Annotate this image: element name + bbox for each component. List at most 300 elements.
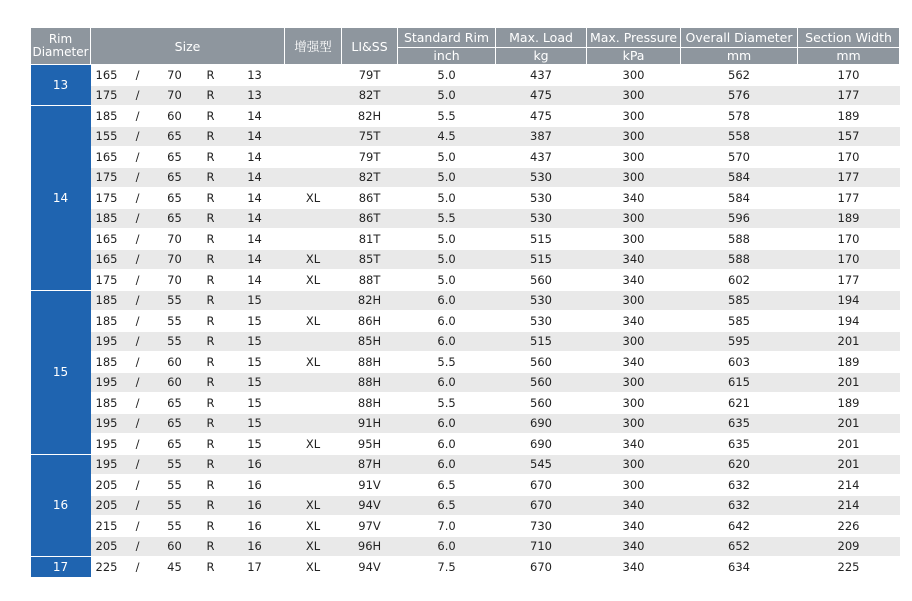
cell-rim-size: 14 xyxy=(225,106,285,127)
cell-reinforced xyxy=(285,413,342,434)
cell-load-speed-index: 86T xyxy=(342,208,398,229)
cell-width: 195 xyxy=(91,413,123,434)
cell-standard-rim: 6.5 xyxy=(398,475,496,496)
cell-width: 195 xyxy=(91,331,123,352)
cell-standard-rim: 6.0 xyxy=(398,290,496,311)
cell-max-pressure: 340 xyxy=(587,352,681,373)
cell-construction: R xyxy=(197,331,225,352)
cell-overall-diameter: 632 xyxy=(681,475,798,496)
cell-aspect-ratio: 65 xyxy=(153,147,197,168)
cell-overall-diameter: 576 xyxy=(681,85,798,106)
header-section-width: Section Width xyxy=(798,28,900,48)
cell-reinforced xyxy=(285,65,342,86)
table-body xyxy=(31,65,900,578)
cell-reinforced xyxy=(285,208,342,229)
cell-load-speed-index: 79T xyxy=(342,65,398,86)
cell-rim-size: 16 xyxy=(225,454,285,475)
cell-separator: / xyxy=(123,372,153,393)
cell-aspect-ratio: 60 xyxy=(153,352,197,373)
cell-section-width: 189 xyxy=(798,393,900,414)
cell-overall-diameter: 603 xyxy=(681,352,798,373)
cell-rim-diameter: 17 xyxy=(31,557,91,578)
cell-load-speed-index: 86T xyxy=(342,188,398,209)
cell-load-speed-index: 82T xyxy=(342,85,398,106)
cell-construction: R xyxy=(197,147,225,168)
cell-reinforced xyxy=(285,290,342,311)
cell-reinforced xyxy=(285,147,342,168)
cell-max-load: 530 xyxy=(496,167,587,188)
table-row xyxy=(31,372,900,393)
table-row xyxy=(31,495,900,516)
cell-overall-diameter: 585 xyxy=(681,290,798,311)
cell-overall-diameter: 642 xyxy=(681,516,798,537)
cell-separator: / xyxy=(123,331,153,352)
cell-standard-rim: 4.5 xyxy=(398,126,496,147)
cell-reinforced: XL xyxy=(285,352,342,373)
cell-section-width: 170 xyxy=(798,249,900,270)
cell-separator: / xyxy=(123,167,153,188)
cell-separator: / xyxy=(123,454,153,475)
cell-overall-diameter: 615 xyxy=(681,372,798,393)
cell-construction: R xyxy=(197,208,225,229)
cell-separator: / xyxy=(123,495,153,516)
table-row xyxy=(31,557,900,578)
cell-max-pressure: 300 xyxy=(587,126,681,147)
cell-rim-diameter: 15 xyxy=(31,290,91,454)
cell-width: 175 xyxy=(91,167,123,188)
cell-reinforced xyxy=(285,331,342,352)
cell-width: 185 xyxy=(91,290,123,311)
cell-rim-size: 15 xyxy=(225,311,285,332)
cell-overall-diameter: 602 xyxy=(681,270,798,291)
cell-max-pressure: 340 xyxy=(587,311,681,332)
cell-rim-size: 13 xyxy=(225,65,285,86)
cell-section-width: 214 xyxy=(798,475,900,496)
cell-max-load: 545 xyxy=(496,454,587,475)
cell-aspect-ratio: 65 xyxy=(153,208,197,229)
cell-reinforced: XL xyxy=(285,557,342,578)
table-row xyxy=(31,126,900,147)
cell-load-speed-index: 79T xyxy=(342,147,398,168)
cell-load-speed-index: 88H xyxy=(342,352,398,373)
cell-separator: / xyxy=(123,229,153,250)
cell-separator: / xyxy=(123,65,153,86)
cell-section-width: 201 xyxy=(798,454,900,475)
cell-construction: R xyxy=(197,106,225,127)
table-row xyxy=(31,475,900,496)
cell-section-width: 189 xyxy=(798,106,900,127)
cell-separator: / xyxy=(123,516,153,537)
cell-max-pressure: 340 xyxy=(587,249,681,270)
cell-construction: R xyxy=(197,249,225,270)
cell-overall-diameter: 570 xyxy=(681,147,798,168)
cell-construction: R xyxy=(197,372,225,393)
cell-rim-size: 16 xyxy=(225,495,285,516)
cell-reinforced xyxy=(285,372,342,393)
cell-construction: R xyxy=(197,188,225,209)
cell-reinforced xyxy=(285,167,342,188)
cell-rim-size: 14 xyxy=(225,147,285,168)
cell-max-pressure: 340 xyxy=(587,557,681,578)
table-row xyxy=(31,290,900,311)
cell-max-load: 670 xyxy=(496,475,587,496)
cell-section-width: 157 xyxy=(798,126,900,147)
cell-reinforced xyxy=(285,454,342,475)
cell-max-pressure: 300 xyxy=(587,208,681,229)
cell-aspect-ratio: 65 xyxy=(153,434,197,455)
cell-aspect-ratio: 70 xyxy=(153,270,197,291)
cell-construction: R xyxy=(197,536,225,557)
cell-rim-size: 15 xyxy=(225,290,285,311)
cell-max-load: 437 xyxy=(496,147,587,168)
cell-width: 225 xyxy=(91,557,123,578)
table-row xyxy=(31,229,900,250)
cell-aspect-ratio: 55 xyxy=(153,516,197,537)
cell-overall-diameter: 584 xyxy=(681,167,798,188)
cell-rim-size: 14 xyxy=(225,270,285,291)
cell-standard-rim: 6.0 xyxy=(398,454,496,475)
cell-separator: / xyxy=(123,557,153,578)
cell-load-speed-index: 75T xyxy=(342,126,398,147)
cell-load-speed-index: 88T xyxy=(342,270,398,291)
cell-standard-rim: 6.0 xyxy=(398,372,496,393)
cell-width: 205 xyxy=(91,475,123,496)
cell-max-pressure: 300 xyxy=(587,454,681,475)
cell-max-load: 515 xyxy=(496,331,587,352)
cell-max-load: 710 xyxy=(496,536,587,557)
cell-reinforced xyxy=(285,229,342,250)
cell-max-pressure: 340 xyxy=(587,495,681,516)
cell-standard-rim: 6.0 xyxy=(398,413,496,434)
cell-separator: / xyxy=(123,434,153,455)
tire-spec-table-container xyxy=(30,27,900,578)
header-liss: LI&SS xyxy=(342,28,398,65)
cell-standard-rim: 5.5 xyxy=(398,208,496,229)
cell-overall-diameter: 558 xyxy=(681,126,798,147)
cell-aspect-ratio: 60 xyxy=(153,106,197,127)
cell-rim-size: 14 xyxy=(225,188,285,209)
cell-aspect-ratio: 65 xyxy=(153,126,197,147)
cell-separator: / xyxy=(123,208,153,229)
cell-separator: / xyxy=(123,249,153,270)
cell-overall-diameter: 578 xyxy=(681,106,798,127)
cell-width: 185 xyxy=(91,208,123,229)
cell-aspect-ratio: 60 xyxy=(153,372,197,393)
cell-standard-rim: 5.0 xyxy=(398,85,496,106)
unit-section-width: mm xyxy=(798,47,900,64)
cell-aspect-ratio: 55 xyxy=(153,495,197,516)
cell-section-width: 177 xyxy=(798,85,900,106)
cell-max-load: 437 xyxy=(496,65,587,86)
cell-standard-rim: 5.5 xyxy=(398,106,496,127)
cell-max-load: 560 xyxy=(496,393,587,414)
table-row xyxy=(31,434,900,455)
unit-standard-rim: inch xyxy=(398,47,496,64)
cell-reinforced: XL xyxy=(285,434,342,455)
table-row xyxy=(31,147,900,168)
cell-rim-size: 14 xyxy=(225,249,285,270)
cell-rim-size: 15 xyxy=(225,331,285,352)
cell-aspect-ratio: 55 xyxy=(153,331,197,352)
cell-section-width: 170 xyxy=(798,65,900,86)
cell-section-width: 194 xyxy=(798,290,900,311)
table-row xyxy=(31,270,900,291)
cell-reinforced xyxy=(285,393,342,414)
cell-reinforced xyxy=(285,106,342,127)
cell-load-speed-index: 96H xyxy=(342,536,398,557)
cell-aspect-ratio: 70 xyxy=(153,249,197,270)
table-row xyxy=(31,249,900,270)
cell-separator: / xyxy=(123,147,153,168)
cell-width: 195 xyxy=(91,372,123,393)
cell-max-load: 475 xyxy=(496,85,587,106)
cell-load-speed-index: 94V xyxy=(342,495,398,516)
cell-standard-rim: 5.0 xyxy=(398,167,496,188)
cell-section-width: 225 xyxy=(798,557,900,578)
cell-standard-rim: 5.5 xyxy=(398,393,496,414)
cell-width: 205 xyxy=(91,536,123,557)
cell-separator: / xyxy=(123,85,153,106)
cell-reinforced: XL xyxy=(285,516,342,537)
cell-max-load: 560 xyxy=(496,372,587,393)
cell-reinforced xyxy=(285,85,342,106)
cell-aspect-ratio: 55 xyxy=(153,475,197,496)
cell-width: 175 xyxy=(91,270,123,291)
cell-standard-rim: 6.0 xyxy=(398,311,496,332)
cell-standard-rim: 5.0 xyxy=(398,270,496,291)
cell-standard-rim: 5.0 xyxy=(398,65,496,86)
cell-construction: R xyxy=(197,516,225,537)
cell-width: 175 xyxy=(91,188,123,209)
cell-max-load: 530 xyxy=(496,311,587,332)
cell-reinforced: XL xyxy=(285,536,342,557)
cell-rim-size: 14 xyxy=(225,208,285,229)
cell-standard-rim: 7.0 xyxy=(398,516,496,537)
cell-max-load: 670 xyxy=(496,495,587,516)
cell-load-speed-index: 82H xyxy=(342,106,398,127)
cell-overall-diameter: 652 xyxy=(681,536,798,557)
cell-rim-size: 17 xyxy=(225,557,285,578)
cell-section-width: 201 xyxy=(798,434,900,455)
table-header xyxy=(31,28,900,65)
cell-max-load: 690 xyxy=(496,434,587,455)
cell-max-pressure: 340 xyxy=(587,536,681,557)
header-max-load: Max. Load xyxy=(496,28,587,48)
cell-standard-rim: 6.0 xyxy=(398,434,496,455)
cell-width: 195 xyxy=(91,454,123,475)
cell-aspect-ratio: 65 xyxy=(153,167,197,188)
cell-max-load: 387 xyxy=(496,126,587,147)
cell-standard-rim: 6.0 xyxy=(398,331,496,352)
cell-load-speed-index: 88H xyxy=(342,393,398,414)
cell-aspect-ratio: 55 xyxy=(153,454,197,475)
cell-aspect-ratio: 45 xyxy=(153,557,197,578)
cell-section-width: 194 xyxy=(798,311,900,332)
cell-separator: / xyxy=(123,413,153,434)
cell-construction: R xyxy=(197,393,225,414)
cell-max-load: 530 xyxy=(496,208,587,229)
cell-standard-rim: 5.0 xyxy=(398,147,496,168)
table-row xyxy=(31,516,900,537)
cell-overall-diameter: 632 xyxy=(681,495,798,516)
cell-width: 185 xyxy=(91,352,123,373)
cell-aspect-ratio: 55 xyxy=(153,290,197,311)
cell-construction: R xyxy=(197,270,225,291)
cell-max-load: 690 xyxy=(496,413,587,434)
cell-overall-diameter: 634 xyxy=(681,557,798,578)
cell-section-width: 189 xyxy=(798,352,900,373)
cell-width: 165 xyxy=(91,147,123,168)
cell-construction: R xyxy=(197,290,225,311)
cell-load-speed-index: 97V xyxy=(342,516,398,537)
cell-construction: R xyxy=(197,413,225,434)
table-row xyxy=(31,167,900,188)
cell-section-width: 189 xyxy=(798,208,900,229)
cell-standard-rim: 7.5 xyxy=(398,557,496,578)
cell-rim-size: 16 xyxy=(225,536,285,557)
cell-rim-size: 14 xyxy=(225,229,285,250)
table-row xyxy=(31,188,900,209)
cell-construction: R xyxy=(197,311,225,332)
unit-max-load: kg xyxy=(496,47,587,64)
cell-rim-size: 14 xyxy=(225,167,285,188)
cell-overall-diameter: 620 xyxy=(681,454,798,475)
cell-max-pressure: 340 xyxy=(587,516,681,537)
cell-max-pressure: 300 xyxy=(587,393,681,414)
cell-section-width: 177 xyxy=(798,167,900,188)
cell-construction: R xyxy=(197,454,225,475)
cell-load-speed-index: 88H xyxy=(342,372,398,393)
cell-construction: R xyxy=(197,126,225,147)
cell-separator: / xyxy=(123,475,153,496)
cell-overall-diameter: 621 xyxy=(681,393,798,414)
cell-aspect-ratio: 70 xyxy=(153,65,197,86)
cell-aspect-ratio: 70 xyxy=(153,85,197,106)
cell-rim-size: 15 xyxy=(225,434,285,455)
cell-max-load: 475 xyxy=(496,106,587,127)
cell-load-speed-index: 85H xyxy=(342,331,398,352)
cell-max-pressure: 300 xyxy=(587,413,681,434)
cell-overall-diameter: 635 xyxy=(681,434,798,455)
cell-standard-rim: 5.0 xyxy=(398,249,496,270)
cell-separator: / xyxy=(123,536,153,557)
cell-standard-rim: 6.0 xyxy=(398,536,496,557)
cell-section-width: 214 xyxy=(798,495,900,516)
unit-max-pressure: kPa xyxy=(587,47,681,64)
cell-load-speed-index: 94V xyxy=(342,557,398,578)
cell-construction: R xyxy=(197,229,225,250)
cell-separator: / xyxy=(123,290,153,311)
table-row xyxy=(31,65,900,86)
cell-construction: R xyxy=(197,65,225,86)
cell-overall-diameter: 562 xyxy=(681,65,798,86)
cell-max-pressure: 300 xyxy=(587,167,681,188)
cell-load-speed-index: 81T xyxy=(342,229,398,250)
cell-separator: / xyxy=(123,126,153,147)
cell-separator: / xyxy=(123,106,153,127)
cell-section-width: 170 xyxy=(798,147,900,168)
cell-aspect-ratio: 60 xyxy=(153,536,197,557)
table-row xyxy=(31,311,900,332)
cell-width: 165 xyxy=(91,249,123,270)
header-max-pressure: Max. Pressure xyxy=(587,28,681,48)
cell-reinforced xyxy=(285,475,342,496)
cell-construction: R xyxy=(197,167,225,188)
cell-overall-diameter: 596 xyxy=(681,208,798,229)
header-reinforced: 增强型 xyxy=(285,28,342,65)
cell-width: 155 xyxy=(91,126,123,147)
cell-load-speed-index: 85T xyxy=(342,249,398,270)
cell-load-speed-index: 82T xyxy=(342,167,398,188)
cell-reinforced: XL xyxy=(285,311,342,332)
cell-section-width: 226 xyxy=(798,516,900,537)
cell-max-pressure: 300 xyxy=(587,65,681,86)
cell-max-pressure: 300 xyxy=(587,106,681,127)
cell-aspect-ratio: 65 xyxy=(153,188,197,209)
cell-section-width: 201 xyxy=(798,331,900,352)
header-size: Size xyxy=(91,28,285,65)
cell-separator: / xyxy=(123,311,153,332)
cell-aspect-ratio: 65 xyxy=(153,413,197,434)
cell-rim-diameter: 13 xyxy=(31,65,91,106)
cell-max-load: 515 xyxy=(496,229,587,250)
cell-max-load: 515 xyxy=(496,249,587,270)
cell-rim-size: 15 xyxy=(225,393,285,414)
cell-width: 195 xyxy=(91,434,123,455)
table-row xyxy=(31,536,900,557)
cell-load-speed-index: 86H xyxy=(342,311,398,332)
cell-reinforced: XL xyxy=(285,495,342,516)
cell-section-width: 209 xyxy=(798,536,900,557)
cell-max-pressure: 340 xyxy=(587,188,681,209)
cell-construction: R xyxy=(197,495,225,516)
cell-max-pressure: 300 xyxy=(587,229,681,250)
cell-width: 175 xyxy=(91,85,123,106)
cell-construction: R xyxy=(197,475,225,496)
cell-rim-size: 15 xyxy=(225,413,285,434)
cell-rim-size: 14 xyxy=(225,126,285,147)
cell-standard-rim: 5.0 xyxy=(398,229,496,250)
cell-standard-rim: 5.0 xyxy=(398,188,496,209)
cell-max-load: 530 xyxy=(496,188,587,209)
cell-load-speed-index: 95H xyxy=(342,434,398,455)
cell-reinforced: XL xyxy=(285,270,342,291)
cell-load-speed-index: 91V xyxy=(342,475,398,496)
cell-width: 165 xyxy=(91,229,123,250)
cell-overall-diameter: 588 xyxy=(681,249,798,270)
cell-max-pressure: 300 xyxy=(587,290,681,311)
cell-rim-diameter: 16 xyxy=(31,454,91,557)
cell-separator: / xyxy=(123,352,153,373)
cell-width: 185 xyxy=(91,106,123,127)
cell-standard-rim: 5.5 xyxy=(398,352,496,373)
cell-max-pressure: 300 xyxy=(587,331,681,352)
cell-separator: / xyxy=(123,188,153,209)
cell-section-width: 201 xyxy=(798,413,900,434)
cell-overall-diameter: 584 xyxy=(681,188,798,209)
cell-section-width: 177 xyxy=(798,188,900,209)
cell-rim-size: 15 xyxy=(225,352,285,373)
cell-max-pressure: 300 xyxy=(587,147,681,168)
cell-section-width: 201 xyxy=(798,372,900,393)
cell-reinforced: XL xyxy=(285,249,342,270)
tire-spec-table xyxy=(30,27,900,578)
cell-reinforced xyxy=(285,126,342,147)
cell-max-load: 670 xyxy=(496,557,587,578)
cell-max-load: 560 xyxy=(496,352,587,373)
cell-construction: R xyxy=(197,434,225,455)
cell-section-width: 170 xyxy=(798,229,900,250)
